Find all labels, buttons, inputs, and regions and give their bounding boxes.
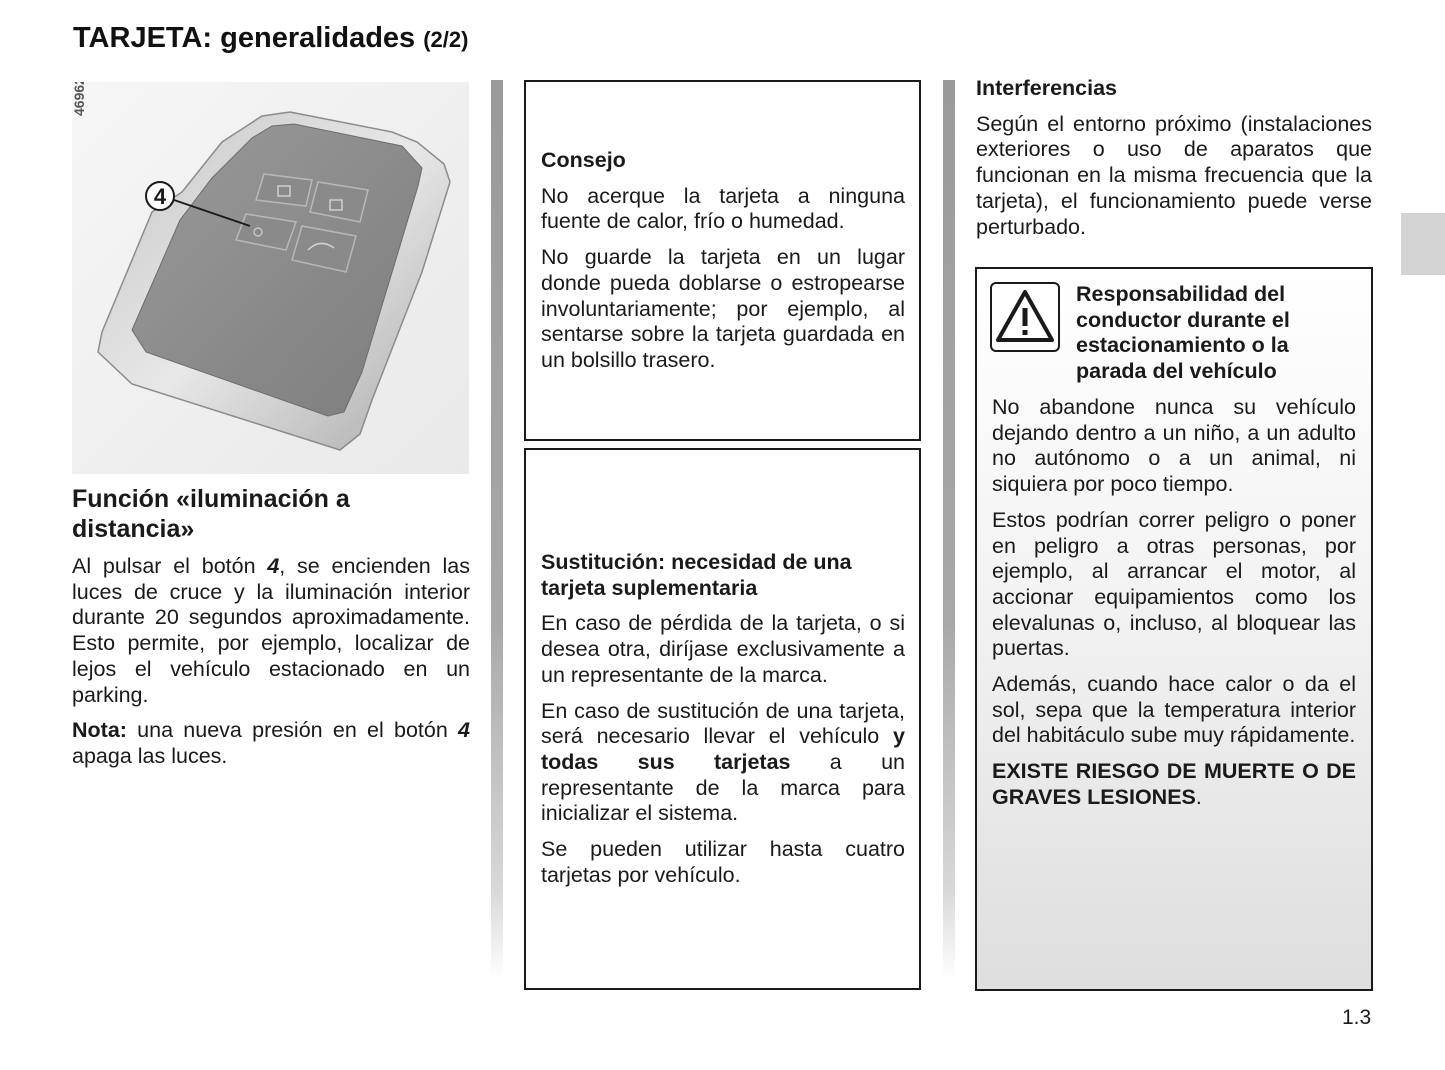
callout-number: 4 [153,184,167,209]
paragraph: No acerque la tarjeta a ninguna fuente de calor, frío o humedad. [541,183,905,234]
column-separator-right [943,80,955,980]
interference-heading: Interferencias [976,76,1118,100]
advice-box [524,80,921,441]
page-number: 1.3 [1342,1006,1372,1029]
warning-triangle-icon [990,282,1060,352]
chapter-tab-marker [1401,213,1445,275]
button-ref: 4 [267,554,280,578]
lock-button-top [256,174,312,206]
advice-heading: Consejo [541,148,626,172]
paragraph: En caso de sustitución de una tarjeta, será necesario llevar el vehículo y todas sus tarjetas a un representante de la marca para inicializar el sistema. [541,698,905,826]
paragraph: Según el entorno próximo (instalaciones exteriores o uso de aparatos que funcionan en la misma frecuencia que la tarjeta), el funcionamiento puede verse perturbado. [976,111,1372,239]
column-separator-left [491,80,503,980]
warning-emphasis: EXISTE RIESGO DE MUERTE O DE GRAVES LESIONES. [992,759,1356,809]
warning-box [975,267,1373,991]
page-part: (2/2) [423,27,469,52]
note-paragraph: Nota: una nueva presión en el botón 4 apaga las luces. [72,718,470,768]
interference-section [976,76,1372,250]
paragraph: Estos podrían correr peligro o poner en peligro a otras personas, por ejemplo, al arrancar el motor, al accionar equipamientos como los elevalunas o, incluso, al bloquear las puertas. [992,507,1356,661]
remote-lighting-section [72,484,470,780]
button-ref: 4 [458,718,470,743]
paragraph: Además, cuando hace calor o da el sol, sepa que la temperatura interior del habitáculo sube muy rápidamente. [992,672,1356,748]
key-card-figure [72,82,469,474]
note-label: Nota: [72,718,127,743]
figure-ref-number: 46962 [72,82,87,116]
paragraph: En caso de pérdida de la tarjeta, o si desea otra, diríjase exclusivamente a un representante de la marca. [541,611,905,687]
paragraph: No abandone nunca su vehículo dejando dentro a un niño, a un adulto no autónomo o a un animal, ni siquiera por poco tiempo. [992,395,1356,497]
paragraph: No guarde la tarjeta en un lugar donde pueda doblarse o estropearse involuntariamente; por ejemplo, al sentarse sobre la tarjeta guardada en un bolsillo trasero. [541,245,905,372]
paragraph: Al pulsar el botón 4, se encienden las luces de cruce y la iluminación interior durante 20 segundos aproximadamente. Esto permite, por ejemplo, localizar de lejos el vehículo estacionado en un parking. [72,554,470,707]
section-heading: Función «iluminación a distancia» [72,485,350,543]
replacement-heading: Sustitución: necesidad de una tarjeta suplementaria [541,550,852,600]
page-title: TARJETA: generalidades (2/2) [73,22,469,54]
replacement-box [524,448,921,990]
key-card-illustration [72,82,469,474]
paragraph: Se pueden utilizar hasta cuatro tarjetas por vehículo. [541,837,905,887]
warning-heading: Responsabilidad del conductor durante el estacionamiento o la parada del vehículo [1076,282,1290,384]
